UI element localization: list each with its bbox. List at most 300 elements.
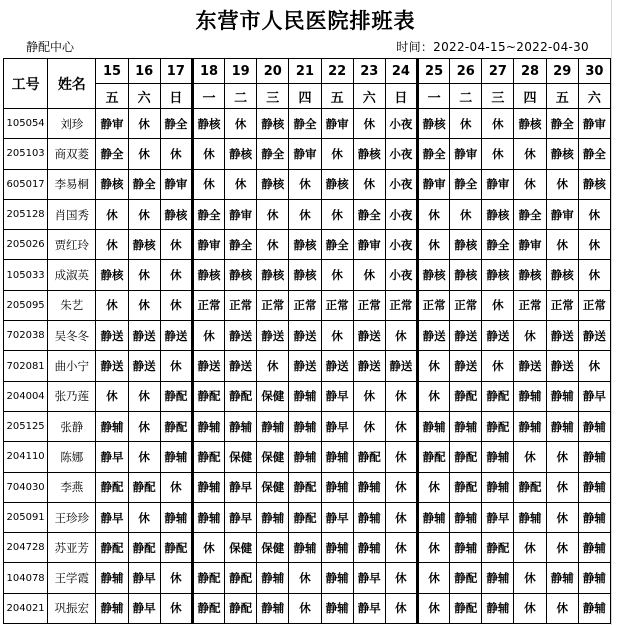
employee-name-cell[interactable]: 张乃莲	[48, 381, 96, 411]
shift-cell[interactable]: 静核	[128, 230, 160, 260]
shift-cell[interactable]: 休	[418, 381, 450, 411]
shift-cell[interactable]: 休	[96, 230, 128, 260]
shift-cell[interactable]: 休	[289, 199, 321, 229]
shift-cell[interactable]: 静送	[353, 321, 385, 351]
shift-cell[interactable]: 休	[257, 230, 289, 260]
shift-cell[interactable]: 静核	[450, 230, 482, 260]
shift-cell[interactable]: 静早	[128, 593, 160, 623]
shift-cell[interactable]: 休	[160, 139, 192, 169]
shift-cell[interactable]: 静配	[450, 593, 482, 623]
shift-cell[interactable]: 静核	[225, 260, 257, 290]
shift-cell[interactable]: 休	[418, 230, 450, 260]
shift-cell[interactable]: 休	[225, 169, 257, 199]
shift-cell[interactable]: 静早	[225, 472, 257, 502]
shift-cell[interactable]: 静配	[225, 593, 257, 623]
shift-cell[interactable]: 静辅	[450, 411, 482, 441]
shift-cell[interactable]: 静辅	[482, 563, 514, 593]
shift-cell[interactable]: 静送	[257, 321, 289, 351]
shift-cell[interactable]: 静全	[160, 109, 192, 139]
shift-cell[interactable]: 静核	[321, 169, 353, 199]
shift-cell[interactable]: 休	[192, 533, 224, 563]
shift-cell[interactable]: 静核	[450, 260, 482, 290]
shift-cell[interactable]: 休	[578, 351, 610, 381]
shift-cell[interactable]: 静配	[450, 381, 482, 411]
shift-cell[interactable]: 休	[353, 381, 385, 411]
shift-cell[interactable]: 静送	[160, 321, 192, 351]
shift-cell[interactable]: 休	[385, 321, 417, 351]
shift-cell[interactable]: 休	[514, 139, 546, 169]
employee-id-cell[interactable]: 205026	[4, 230, 48, 260]
shift-cell[interactable]: 静辅	[418, 502, 450, 532]
shift-cell[interactable]: 休	[546, 502, 578, 532]
shift-cell[interactable]: 静早	[482, 502, 514, 532]
shift-cell[interactable]: 静审	[450, 139, 482, 169]
shift-cell[interactable]: 小夜	[385, 169, 417, 199]
shift-cell[interactable]: 静辅	[321, 533, 353, 563]
shift-cell[interactable]: 休	[385, 502, 417, 532]
shift-cell[interactable]: 休	[546, 169, 578, 199]
shift-cell[interactable]: 静送	[514, 351, 546, 381]
shift-cell[interactable]: 静核	[96, 169, 128, 199]
shift-cell[interactable]: 休	[546, 230, 578, 260]
shift-cell[interactable]: 静配	[289, 472, 321, 502]
shift-cell[interactable]: 正常	[450, 290, 482, 320]
shift-cell[interactable]: 休	[225, 109, 257, 139]
shift-cell[interactable]: 静全	[482, 230, 514, 260]
shift-cell[interactable]: 休	[482, 139, 514, 169]
employee-id-cell[interactable]: 104078	[4, 563, 48, 593]
employee-name-cell[interactable]: 吴冬冬	[48, 321, 96, 351]
shift-cell[interactable]: 静辅	[578, 472, 610, 502]
shift-cell[interactable]: 休	[257, 351, 289, 381]
shift-cell[interactable]: 静辅	[353, 502, 385, 532]
shift-cell[interactable]: 静审	[192, 230, 224, 260]
shift-cell[interactable]: 休	[514, 563, 546, 593]
shift-cell[interactable]: 休	[128, 139, 160, 169]
shift-cell[interactable]: 静辅	[321, 563, 353, 593]
shift-cell[interactable]: 静核	[289, 230, 321, 260]
shift-cell[interactable]: 休	[514, 593, 546, 623]
shift-cell[interactable]: 静全	[514, 199, 546, 229]
employee-id-cell[interactable]: 704030	[4, 472, 48, 502]
shift-cell[interactable]: 静全	[289, 109, 321, 139]
shift-cell[interactable]: 静核	[418, 109, 450, 139]
shift-cell[interactable]: 静送	[128, 351, 160, 381]
shift-cell[interactable]: 保健	[257, 472, 289, 502]
shift-cell[interactable]: 静早	[321, 381, 353, 411]
shift-cell[interactable]: 休	[385, 533, 417, 563]
shift-cell[interactable]: 静辅	[578, 533, 610, 563]
shift-cell[interactable]: 静送	[96, 351, 128, 381]
shift-cell[interactable]: 静配	[192, 442, 224, 472]
employee-id-cell[interactable]: 204728	[4, 533, 48, 563]
shift-cell[interactable]: 静审	[160, 169, 192, 199]
shift-cell[interactable]: 静全	[578, 139, 610, 169]
shift-cell[interactable]: 静核	[160, 199, 192, 229]
shift-cell[interactable]: 静辅	[257, 502, 289, 532]
shift-cell[interactable]: 静配	[192, 381, 224, 411]
shift-cell[interactable]: 静辅	[192, 472, 224, 502]
shift-cell[interactable]: 静送	[128, 321, 160, 351]
shift-cell[interactable]: 保健	[257, 381, 289, 411]
shift-cell[interactable]: 静配	[160, 381, 192, 411]
shift-cell[interactable]: 休	[257, 199, 289, 229]
shift-cell[interactable]: 静辅	[353, 533, 385, 563]
shift-cell[interactable]: 静辅	[482, 472, 514, 502]
employee-name-cell[interactable]: 张静	[48, 411, 96, 441]
employee-id-cell[interactable]: 205128	[4, 199, 48, 229]
shift-cell[interactable]: 休	[418, 533, 450, 563]
shift-cell[interactable]: 正常	[514, 290, 546, 320]
shift-cell[interactable]: 休	[289, 593, 321, 623]
shift-cell[interactable]: 静核	[514, 260, 546, 290]
shift-cell[interactable]: 静配	[192, 563, 224, 593]
shift-cell[interactable]: 静辅	[257, 411, 289, 441]
shift-cell[interactable]: 静核	[257, 169, 289, 199]
shift-cell[interactable]: 小夜	[385, 139, 417, 169]
shift-cell[interactable]: 静辅	[96, 593, 128, 623]
shift-cell[interactable]: 静配	[353, 442, 385, 472]
shift-cell[interactable]: 小夜	[385, 230, 417, 260]
shift-cell[interactable]: 静审	[96, 109, 128, 139]
shift-cell[interactable]: 静早	[321, 411, 353, 441]
shift-cell[interactable]: 静审	[225, 199, 257, 229]
shift-cell[interactable]: 休	[160, 351, 192, 381]
shift-cell[interactable]: 静配	[160, 411, 192, 441]
shift-cell[interactable]: 静核	[192, 260, 224, 290]
shift-cell[interactable]: 静辅	[546, 381, 578, 411]
shift-cell[interactable]: 正常	[192, 290, 224, 320]
shift-cell[interactable]: 静配	[96, 472, 128, 502]
shift-cell[interactable]: 休	[514, 169, 546, 199]
shift-cell[interactable]: 静送	[289, 321, 321, 351]
shift-cell[interactable]: 静送	[321, 351, 353, 381]
shift-cell[interactable]: 休	[353, 169, 385, 199]
shift-cell[interactable]: 静送	[546, 321, 578, 351]
shift-cell[interactable]: 休	[128, 290, 160, 320]
shift-cell[interactable]: 静辅	[289, 381, 321, 411]
shift-cell[interactable]: 休	[578, 199, 610, 229]
shift-cell[interactable]: 静配	[450, 563, 482, 593]
shift-cell[interactable]: 静辅	[160, 442, 192, 472]
shift-cell[interactable]: 静辅	[482, 593, 514, 623]
shift-cell[interactable]: 静审	[482, 169, 514, 199]
shift-cell[interactable]: 休	[450, 199, 482, 229]
shift-cell[interactable]: 正常	[546, 290, 578, 320]
shift-cell[interactable]: 小夜	[385, 199, 417, 229]
shift-cell[interactable]: 休	[192, 321, 224, 351]
shift-cell[interactable]: 静审	[546, 199, 578, 229]
shift-cell[interactable]: 静辅	[160, 502, 192, 532]
shift-cell[interactable]: 静送	[225, 321, 257, 351]
shift-cell[interactable]: 静辅	[192, 502, 224, 532]
shift-cell[interactable]: 静辅	[289, 442, 321, 472]
shift-cell[interactable]: 静全	[96, 139, 128, 169]
shift-cell[interactable]: 休	[289, 169, 321, 199]
shift-cell[interactable]: 静送	[482, 321, 514, 351]
employee-name-cell[interactable]: 贾红玲	[48, 230, 96, 260]
shift-cell[interactable]: 保健	[257, 533, 289, 563]
shift-cell[interactable]: 休	[578, 260, 610, 290]
shift-cell[interactable]: 静全	[353, 199, 385, 229]
shift-cell[interactable]: 休	[482, 109, 514, 139]
shift-cell[interactable]: 静全	[257, 139, 289, 169]
shift-cell[interactable]: 静辅	[96, 411, 128, 441]
shift-cell[interactable]: 小夜	[385, 109, 417, 139]
shift-cell[interactable]: 休	[160, 230, 192, 260]
shift-cell[interactable]: 静辅	[321, 442, 353, 472]
shift-cell[interactable]: 休	[578, 230, 610, 260]
shift-cell[interactable]: 静配	[514, 472, 546, 502]
shift-cell[interactable]: 静全	[225, 230, 257, 260]
employee-name-cell[interactable]: 陈娜	[48, 442, 96, 472]
shift-cell[interactable]: 休	[385, 442, 417, 472]
shift-cell[interactable]: 静辅	[514, 502, 546, 532]
employee-id-cell[interactable]: 204004	[4, 381, 48, 411]
shift-cell[interactable]: 休	[96, 381, 128, 411]
shift-cell[interactable]: 静辅	[578, 593, 610, 623]
shift-cell[interactable]: 休	[128, 502, 160, 532]
shift-cell[interactable]: 正常	[257, 290, 289, 320]
shift-cell[interactable]: 休	[418, 563, 450, 593]
shift-cell[interactable]: 休	[546, 472, 578, 502]
shift-cell[interactable]: 静早	[353, 563, 385, 593]
shift-cell[interactable]: 休	[514, 442, 546, 472]
employee-id-cell[interactable]: 702081	[4, 351, 48, 381]
shift-cell[interactable]: 休	[128, 109, 160, 139]
shift-cell[interactable]: 静核	[192, 109, 224, 139]
shift-cell[interactable]: 休	[482, 351, 514, 381]
shift-cell[interactable]: 静辅	[578, 502, 610, 532]
shift-cell[interactable]: 休	[385, 593, 417, 623]
shift-cell[interactable]: 休	[192, 139, 224, 169]
employee-id-cell[interactable]: 204021	[4, 593, 48, 623]
shift-cell[interactable]: 休	[321, 199, 353, 229]
employee-id-cell[interactable]: 205091	[4, 502, 48, 532]
shift-cell[interactable]: 静全	[418, 139, 450, 169]
shift-cell[interactable]: 静辅	[96, 563, 128, 593]
shift-cell[interactable]: 静早	[96, 442, 128, 472]
shift-cell[interactable]: 静送	[546, 351, 578, 381]
shift-cell[interactable]: 小夜	[385, 260, 417, 290]
shift-cell[interactable]: 静配	[418, 442, 450, 472]
shift-cell[interactable]: 静配	[160, 533, 192, 563]
shift-cell[interactable]: 静早	[128, 563, 160, 593]
shift-cell[interactable]: 休	[546, 593, 578, 623]
shift-cell[interactable]: 静辅	[482, 442, 514, 472]
shift-cell[interactable]: 静核	[257, 260, 289, 290]
shift-cell[interactable]: 静辅	[546, 411, 578, 441]
shift-cell[interactable]: 休	[96, 290, 128, 320]
employee-name-cell[interactable]: 肖国秀	[48, 199, 96, 229]
shift-cell[interactable]: 静辅	[192, 411, 224, 441]
shift-cell[interactable]: 静核	[482, 199, 514, 229]
shift-cell[interactable]: 静送	[353, 351, 385, 381]
shift-cell[interactable]: 休	[546, 442, 578, 472]
employee-name-cell[interactable]: 巩振宏	[48, 593, 96, 623]
shift-cell[interactable]: 休	[418, 593, 450, 623]
shift-cell[interactable]: 静审	[289, 139, 321, 169]
shift-cell[interactable]: 静配	[482, 533, 514, 563]
shift-cell[interactable]: 静全	[192, 199, 224, 229]
shift-cell[interactable]: 正常	[289, 290, 321, 320]
employee-name-cell[interactable]: 王珍珍	[48, 502, 96, 532]
shift-cell[interactable]: 休	[385, 472, 417, 502]
shift-cell[interactable]: 静辅	[578, 442, 610, 472]
shift-cell[interactable]: 休	[160, 472, 192, 502]
shift-cell[interactable]: 静核	[225, 139, 257, 169]
shift-cell[interactable]: 休	[160, 563, 192, 593]
shift-cell[interactable]: 休	[96, 199, 128, 229]
shift-cell[interactable]: 休	[128, 411, 160, 441]
shift-cell[interactable]: 静辅	[225, 411, 257, 441]
shift-cell[interactable]: 静审	[514, 230, 546, 260]
shift-cell[interactable]: 静送	[385, 351, 417, 381]
shift-cell[interactable]: 静配	[482, 381, 514, 411]
shift-cell[interactable]: 静全	[546, 109, 578, 139]
shift-cell[interactable]: 静辅	[578, 411, 610, 441]
shift-cell[interactable]: 静送	[578, 321, 610, 351]
shift-cell[interactable]: 静早	[225, 502, 257, 532]
shift-cell[interactable]: 静送	[418, 321, 450, 351]
shift-cell[interactable]: 静早	[321, 502, 353, 532]
employee-name-cell[interactable]: 王学霞	[48, 563, 96, 593]
shift-cell[interactable]: 静辅	[514, 411, 546, 441]
shift-cell[interactable]: 保健	[225, 533, 257, 563]
employee-name-cell[interactable]: 李燕	[48, 472, 96, 502]
shift-cell[interactable]: 静核	[353, 139, 385, 169]
shift-cell[interactable]: 静全	[321, 230, 353, 260]
shift-cell[interactable]: 静送	[192, 351, 224, 381]
employee-id-cell[interactable]: 205095	[4, 290, 48, 320]
shift-cell[interactable]: 静辅	[257, 563, 289, 593]
shift-cell[interactable]: 静审	[578, 109, 610, 139]
shift-cell[interactable]: 静送	[96, 321, 128, 351]
shift-cell[interactable]: 静配	[192, 593, 224, 623]
shift-cell[interactable]: 静送	[450, 321, 482, 351]
employee-id-cell[interactable]: 605017	[4, 169, 48, 199]
shift-cell[interactable]: 休	[418, 351, 450, 381]
employee-id-cell[interactable]: 205103	[4, 139, 48, 169]
shift-cell[interactable]: 静配	[289, 502, 321, 532]
shift-cell[interactable]: 静配	[450, 442, 482, 472]
shift-cell[interactable]: 保健	[225, 442, 257, 472]
employee-id-cell[interactable]: 105033	[4, 260, 48, 290]
shift-cell[interactable]: 休	[385, 563, 417, 593]
shift-cell[interactable]: 正常	[385, 290, 417, 320]
shift-cell[interactable]: 静核	[418, 260, 450, 290]
shift-cell[interactable]: 静辅	[321, 472, 353, 502]
shift-cell[interactable]: 静配	[450, 472, 482, 502]
shift-cell[interactable]: 静送	[225, 351, 257, 381]
shift-cell[interactable]: 休	[128, 260, 160, 290]
employee-name-cell[interactable]: 李易桐	[48, 169, 96, 199]
employee-name-cell[interactable]: 刘珍	[48, 109, 96, 139]
shift-cell[interactable]: 休	[128, 381, 160, 411]
shift-cell[interactable]: 静审	[353, 230, 385, 260]
shift-cell[interactable]: 保健	[257, 442, 289, 472]
shift-cell[interactable]: 静辅	[450, 502, 482, 532]
shift-cell[interactable]: 休	[385, 411, 417, 441]
employee-id-cell[interactable]: 204110	[4, 442, 48, 472]
employee-name-cell[interactable]: 曲小宁	[48, 351, 96, 381]
shift-cell[interactable]: 正常	[418, 290, 450, 320]
shift-cell[interactable]: 静辅	[418, 411, 450, 441]
shift-cell[interactable]: 静辅	[546, 563, 578, 593]
shift-cell[interactable]: 静核	[514, 109, 546, 139]
shift-cell[interactable]: 休	[321, 260, 353, 290]
shift-cell[interactable]: 静辅	[289, 533, 321, 563]
shift-cell[interactable]: 静辅	[289, 411, 321, 441]
shift-cell[interactable]: 静核	[482, 260, 514, 290]
shift-cell[interactable]: 正常	[578, 290, 610, 320]
shift-cell[interactable]: 静全	[128, 169, 160, 199]
shift-cell[interactable]: 正常	[225, 290, 257, 320]
employee-id-cell[interactable]: 702038	[4, 321, 48, 351]
shift-cell[interactable]: 静配	[482, 411, 514, 441]
shift-cell[interactable]: 静核	[96, 260, 128, 290]
shift-cell[interactable]: 静辅	[321, 593, 353, 623]
employee-name-cell[interactable]: 商双菱	[48, 139, 96, 169]
shift-cell[interactable]: 静全	[450, 169, 482, 199]
shift-cell[interactable]: 休	[192, 169, 224, 199]
shift-cell[interactable]: 静核	[546, 139, 578, 169]
shift-cell[interactable]: 正常	[321, 290, 353, 320]
shift-cell[interactable]: 休	[160, 593, 192, 623]
shift-cell[interactable]: 静早	[578, 381, 610, 411]
shift-cell[interactable]: 静配	[225, 381, 257, 411]
shift-cell[interactable]: 静辅	[514, 381, 546, 411]
shift-cell[interactable]: 休	[418, 199, 450, 229]
shift-cell[interactable]: 休	[514, 321, 546, 351]
shift-cell[interactable]: 休	[353, 260, 385, 290]
employee-id-cell[interactable]: 205125	[4, 411, 48, 441]
employee-name-cell[interactable]: 苏亚芳	[48, 533, 96, 563]
shift-cell[interactable]: 静辅	[578, 563, 610, 593]
shift-cell[interactable]: 休	[128, 199, 160, 229]
shift-cell[interactable]: 休	[418, 472, 450, 502]
shift-cell[interactable]: 休	[450, 109, 482, 139]
shift-cell[interactable]: 静配	[128, 472, 160, 502]
shift-cell[interactable]: 静送	[289, 351, 321, 381]
shift-cell[interactable]: 休	[546, 533, 578, 563]
shift-cell[interactable]: 静辅	[353, 472, 385, 502]
shift-cell[interactable]: 休	[160, 260, 192, 290]
shift-cell[interactable]: 休	[289, 563, 321, 593]
shift-cell[interactable]: 休	[353, 411, 385, 441]
shift-cell[interactable]: 休	[321, 139, 353, 169]
shift-cell[interactable]: 静核	[546, 260, 578, 290]
shift-cell[interactable]: 静配	[225, 563, 257, 593]
shift-cell[interactable]: 静审	[321, 109, 353, 139]
shift-cell[interactable]: 静早	[353, 593, 385, 623]
shift-cell[interactable]: 休	[385, 381, 417, 411]
shift-cell[interactable]: 静辅	[450, 533, 482, 563]
employee-name-cell[interactable]: 成淑英	[48, 260, 96, 290]
shift-cell[interactable]: 静核	[578, 169, 610, 199]
shift-cell[interactable]: 静早	[96, 502, 128, 532]
shift-cell[interactable]: 休	[321, 321, 353, 351]
shift-cell[interactable]: 静审	[418, 169, 450, 199]
shift-cell[interactable]: 静配	[96, 533, 128, 563]
employee-id-cell[interactable]: 105054	[4, 109, 48, 139]
shift-cell[interactable]: 正常	[353, 290, 385, 320]
shift-cell[interactable]: 休	[160, 290, 192, 320]
shift-cell[interactable]: 静核	[289, 260, 321, 290]
employee-name-cell[interactable]: 朱艺	[48, 290, 96, 320]
shift-cell[interactable]: 静配	[128, 533, 160, 563]
shift-cell[interactable]: 休	[128, 442, 160, 472]
